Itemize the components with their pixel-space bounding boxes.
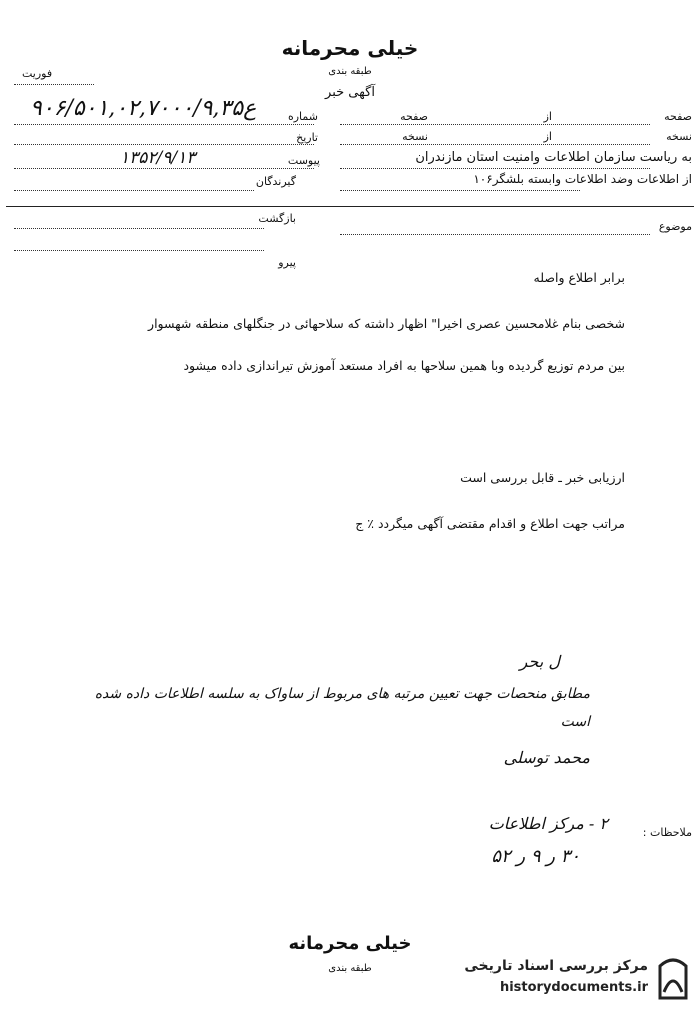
number-line (14, 124, 314, 125)
form-title: آگهی خبر (325, 85, 375, 100)
number-label: شماره (287, 110, 318, 123)
attachment-line (14, 168, 314, 169)
handwritten-note-4: ۲ - مرکز اطلاعات (488, 814, 608, 833)
remarks-label: ملاحظات : (642, 826, 692, 839)
date-handwritten: ۱۳۵۲/۹/۱۳ (120, 148, 196, 168)
from-label-2: از (543, 130, 552, 143)
subject-label: موضوع (658, 220, 692, 233)
row2-line (340, 144, 650, 145)
header-divider (6, 206, 694, 207)
subject-line (340, 234, 650, 235)
classification-stamp-bottom: خیلی محرمانه (288, 933, 412, 954)
classification-label-top: طبقه بندی (328, 66, 372, 77)
sender-line: از اطلاعات وضد اطلاعات وابسته بلشگر۱۰۶ (473, 172, 692, 186)
body-line-2: شخصی بنام غلامحسین عصری اخیرا" اظهار داشته که سلاحهائی در جنگلهای منطقه شهسوار (148, 316, 625, 331)
row1-line (340, 124, 650, 125)
page-label-2: صفحه (400, 110, 428, 123)
return-line (14, 228, 264, 229)
handwritten-note-3: محمد توسلی (503, 748, 590, 767)
date-label: تاریخ (296, 131, 318, 144)
classification-label-bottom: طبقه بندی (328, 963, 372, 974)
return-label: بازگشت (258, 212, 296, 225)
watermark-url[interactable]: historydocuments.ir (499, 980, 648, 995)
recipient-line: به ریاست سازمان اطلاعات وامنیت استان مازندران (415, 150, 692, 165)
body-line-1: برابر اطلاع واصله (533, 270, 625, 285)
archive-logo-icon (654, 952, 692, 1004)
page-label: صفحه (664, 110, 692, 123)
row3-line (340, 168, 650, 169)
follow-line (14, 250, 264, 251)
from-label-1: از (543, 110, 552, 123)
recipients-label: گیرندگان (255, 175, 296, 188)
body-line-4: ارزیابی خبر ـ قابل بررسی است (460, 470, 625, 485)
watermark-text: مرکز بررسی اسناد تاریخی (464, 958, 648, 974)
copy-label: نسخه (666, 130, 692, 143)
recipients-line (14, 190, 254, 191)
attachment-label: پیوست (287, 154, 320, 167)
copy-label-2: نسخه (402, 130, 428, 143)
date-line (14, 144, 314, 145)
row4-line (340, 190, 580, 191)
follow-label: پیرو (278, 256, 296, 269)
handwritten-note-1: ل بحر (519, 652, 560, 671)
handwritten-note-5: ۳۰ ر ۹ ر ۵۲ (491, 846, 580, 867)
body-line-5: مراتب جهت اطلاع و اقدام مقتضی آگهی میگردد ٪ ج (355, 516, 625, 531)
document-number: ۹۰۶/۵۰۱,۰۲,۷۰۰۰/ع۹,۳۵ (30, 96, 257, 121)
handwritten-note-2: مطابق منحصات جهت تعیین مرتبه های مربوط از ساواک به سلسه اطلاعات داده شده است (94, 686, 590, 730)
urgency-label: فوریت (22, 67, 53, 80)
classification-stamp-top: خیلی محرمانه (281, 36, 419, 60)
body-line-3: بین مردم توزیع گردیده وبا همین سلاحها به افراد مستعد آموزش تیراندازی داده میشود (183, 358, 625, 373)
